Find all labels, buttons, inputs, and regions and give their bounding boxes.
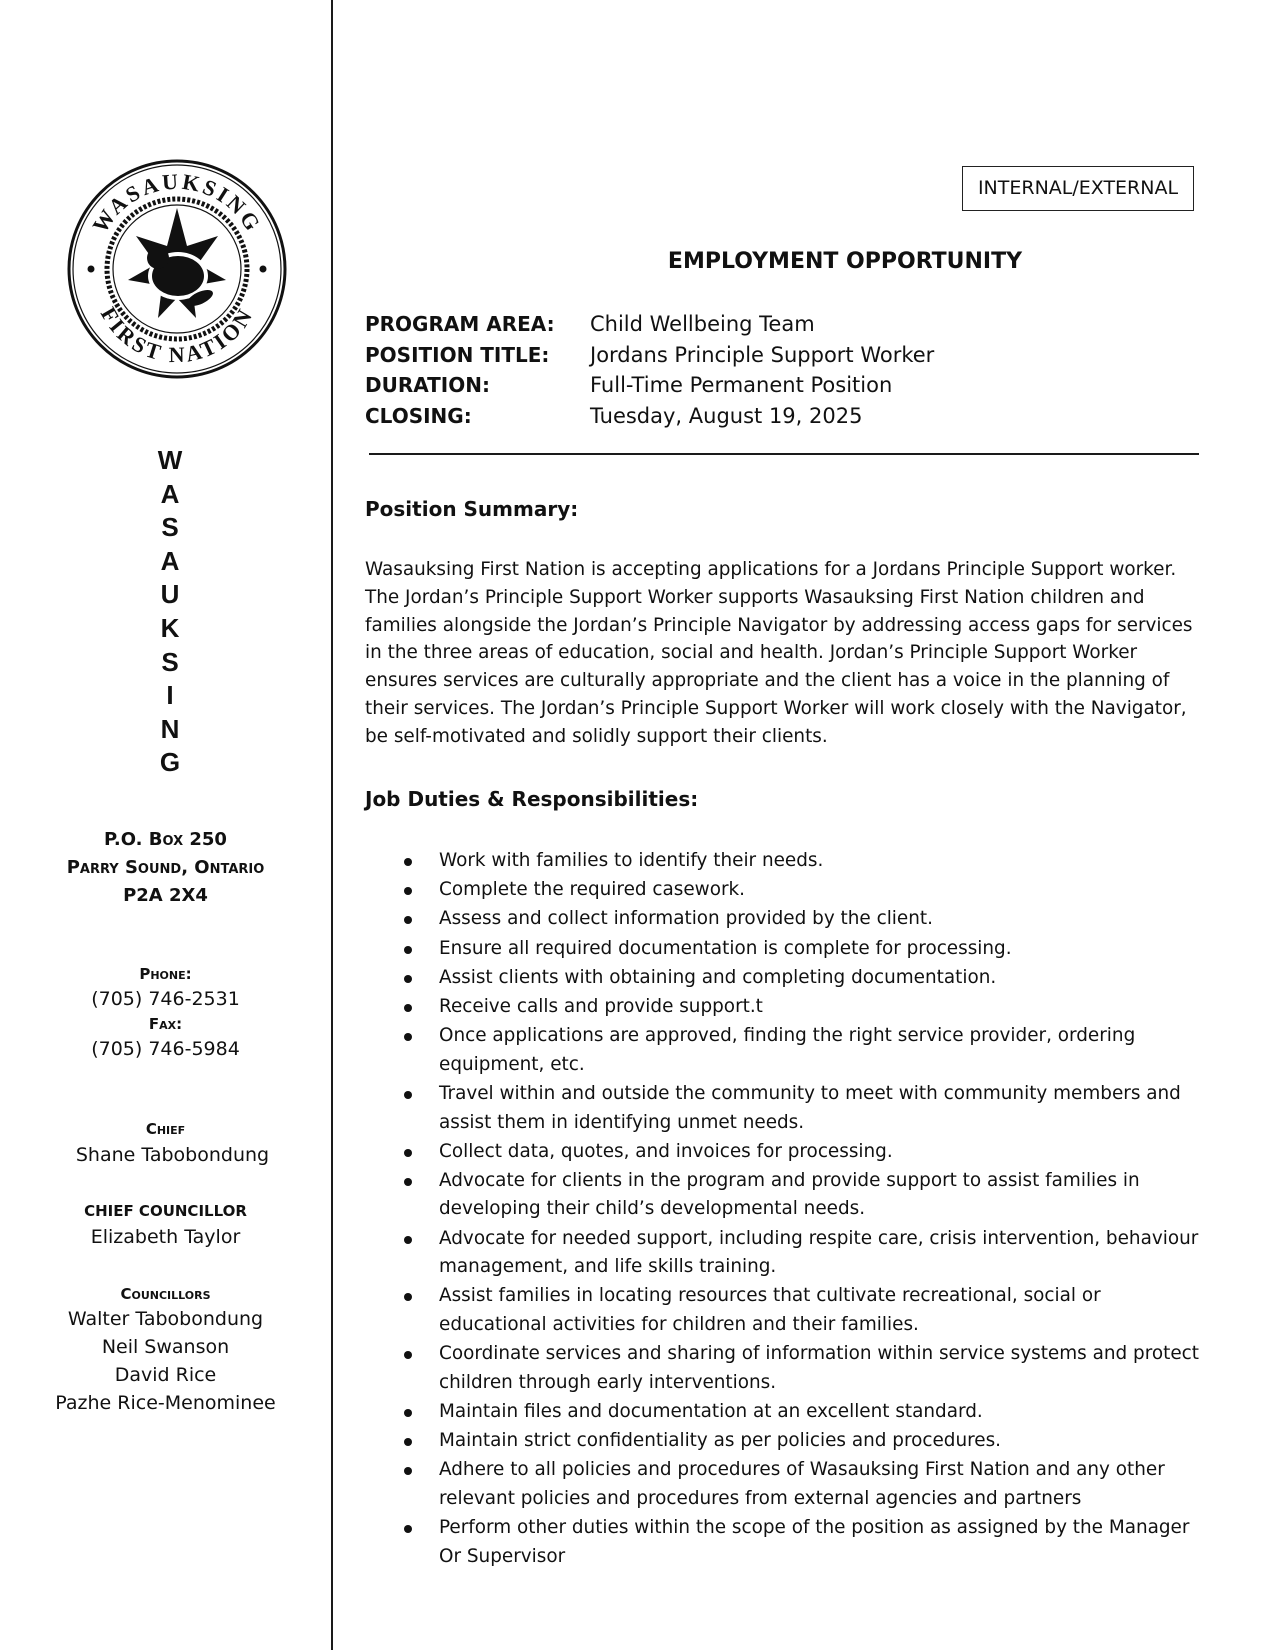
info-row-position-title [365,340,934,371]
info-value: Child Wellbeing Team [590,312,815,336]
vertical-letter: N [160,713,180,744]
list-item: Advocate for needed support, including respite care, crisis intervention, behaviour management, and life skills training. [365,1225,1205,1282]
info-key: DURATION: [365,373,490,397]
duties-list [365,847,1205,1572]
list-item: Once applications are approved, finding the right service provider, ordering equipment, etc. [365,1022,1205,1079]
list-item: Perform other duties within the scope of the position as assigned by the Manager Or Supervisor [365,1514,1205,1571]
svg-text:FIRST NATION: FIRST NATION [95,302,259,368]
list-item: Work with families to identify their needs. [365,847,1205,876]
info-value: Full-Time Permanent Position [590,373,893,397]
list-item: Maintain strict confidentiality as per policies and procedures. [365,1427,1205,1456]
info-row-duration [365,370,934,401]
main-content [333,0,1275,1650]
list-item: Adhere to all policies and procedures of Wasauksing First Nation and any other relevant policies and procedures from external agencies and partners [365,1456,1205,1513]
vertical-letter: G [159,747,181,778]
vertical-letter: A [160,545,180,576]
fax-label: Fax: [148,1015,183,1033]
contact-info [0,964,331,1064]
vertical-letter: K [160,612,180,643]
horizontal-rule [369,453,1199,455]
list-item: Advocate for clients in the program and provide support to assist families in developing their child’s developmental needs. [365,1167,1205,1224]
list-item: Receive calls and provide support.t [365,993,1205,1022]
fax-number: (705) 746-5984 [91,1038,240,1060]
mailing-address [0,826,331,910]
list-item: Maintain files and documentation at an excellent standard. [365,1398,1205,1427]
vertical-letter: S [161,512,179,543]
phone-number: (705) 746-2531 [91,988,240,1010]
list-item: Assist clients with obtaining and completing documentation. [365,964,1205,993]
list-item: Complete the required casework. [365,876,1205,905]
info-row-closing [365,401,934,432]
councillor-name: David Rice [114,1364,217,1386]
chief-councillor-name: Elizabeth Taylor [90,1226,241,1248]
councillors-block [0,1283,331,1417]
chief-name: Shane Tabobondung [75,1144,270,1166]
vertical-letter: I [166,680,174,711]
page-title: EMPLOYMENT OPPORTUNITY [667,249,1023,274]
svg-text:WASAUKSING: WASAUKSING [87,168,267,238]
vertical-letter: A [160,478,180,509]
posting-type-badge: INTERNAL/EXTERNAL [962,166,1194,211]
info-value: Jordans Principle Support Worker [590,342,935,367]
vertical-nation-name [140,444,200,780]
info-key: PROGRAM AREA: [365,312,555,336]
address-line: P2A 2X4 [123,885,208,906]
summary-heading: Position Summary: [365,497,579,521]
address-line: P.O. Box 250 [104,829,227,850]
list-item: Ensure all required documentation is complete for processing. [365,935,1205,964]
info-value: Tuesday, August 19, 2025 [590,403,863,428]
list-item: Coordinate services and sharing of information within service systems and protect children through early interventions. [365,1340,1205,1397]
info-row-program-area [365,309,934,340]
vertical-letter: U [160,579,180,610]
info-key: CLOSING: [365,403,472,428]
list-item: Assist families in locating resources that cultivate recreational, social or educational activities for children and their families. [365,1282,1205,1339]
list-item: Travel within and outside the community to meet with community members and assist them in identifying unmet needs. [365,1080,1205,1137]
info-key: POSITION TITLE: [365,342,550,367]
summary-paragraph: Wasauksing First Nation is accepting applications for a Jordans Principle Support worker. The Jordan’s Principle Support Worker supports Wasauksing First Nation children and families alongside the Jordan’s Principle Navigator by addressing access gaps for services in the three areas of education, social and health. Jordan’s Principle Support Worker ensures services are culturally appropriate and the client has a voice in the planning of their services. The Jordan’s Principle Support Worker will work closely with the Navigator, be self-motivated and solidly support their clients. [365,559,1193,747]
councillor-name: Walter Tabobondung [67,1308,264,1330]
councillors-label: Councillors [120,1285,211,1303]
position-info [365,309,934,431]
councillor-name: Pazhe Rice-Menominee [55,1392,276,1414]
vertical-letter: S [161,646,179,677]
phone-label: Phone: [139,965,192,983]
wasauksing-first-nation-seal-icon [66,158,288,380]
duties-heading: Job Duties & Responsibilities: [365,787,699,811]
list-item: Assess and collect information provided by the client. [365,905,1205,934]
vertical-letter: W [157,445,183,475]
list-item: Collect data, quotes, and invoices for processing. [365,1138,1205,1167]
address-line: Parry Sound, Ontario [66,857,265,878]
chief-block [0,1118,331,1170]
chief-label: Chief [145,1120,186,1138]
chief-councillor-label: CHIEF COUNCILLOR [84,1202,247,1220]
councillor-name: Neil Swanson [101,1336,230,1358]
chief-councillor-block [0,1200,331,1252]
sidebar [0,0,331,1650]
